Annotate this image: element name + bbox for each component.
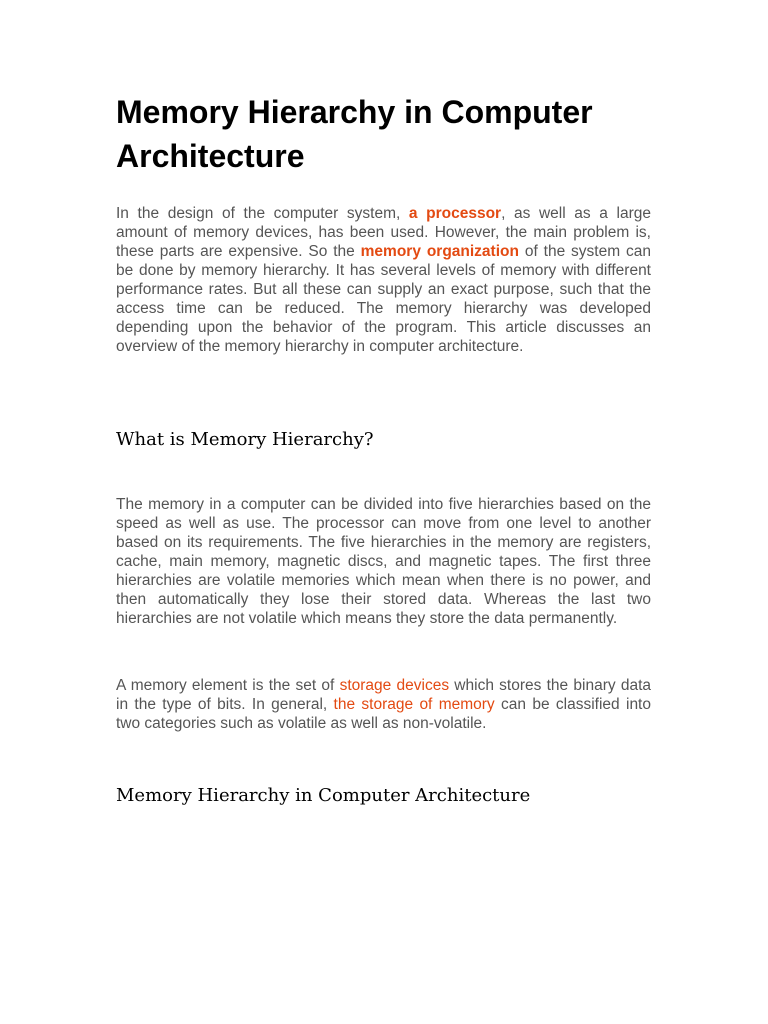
- memory-organization-link[interactable]: memory organization: [360, 243, 519, 260]
- section-heading-what-is-memory-hierarchy: What is Memory Hierarchy?: [116, 429, 374, 450]
- intro-text-1: In the design of the computer system,: [116, 205, 409, 222]
- processor-link[interactable]: a processor: [408, 205, 502, 222]
- memory-element-text-2: which stores the binary data in the type of bits. In general,: [116, 677, 652, 713]
- storage-devices-link[interactable]: storage devices: [339, 677, 450, 694]
- intro-paragraph: [116, 204, 651, 356]
- document-page: [116, 90, 651, 808]
- storage-of-memory-link[interactable]: the storage of memory: [333, 696, 495, 713]
- intro-text-2: , as well as a large amount of memory devices, has been used. However, the main problem is, these parts are expensive. So the: [116, 205, 651, 260]
- hierarchy-levels-paragraph: The memory in a computer can be divided into five hierarchies based on the speed as well as use. The processor can move from one level to another based on its requirements. The five hierarchies in the memory are registers, cache, main memory, magnetic discs, and magnetic tapes. The first three hierarchies are volatile memories which mean when there is no power, and then automatically they lose their stored data. Whereas the last two hierarchies are not volatile which means they store the data permanently.: [116, 496, 651, 627]
- intro-text-3: of the system can be done by memory hierarchy. It has several levels of memory with different performance rates. But all these can supply an exact purpose, such that the access time can be reduced. The memory hierarchy was developed depending upon the behavior of the program. This article discusses an overview of the memory hierarchy in computer architecture.: [116, 243, 652, 355]
- memory-element-paragraph: [116, 676, 651, 733]
- memory-element-text-1: A memory element is the set of: [116, 677, 340, 694]
- page-title: Memory Hierarchy in Computer Architecture: [116, 94, 593, 174]
- memory-element-text-3: can be classified into two categories such as volatile as well as non-volatile.: [116, 696, 651, 732]
- section-heading-memory-hierarchy-architecture: Memory Hierarchy in Computer Architecture: [116, 785, 531, 806]
